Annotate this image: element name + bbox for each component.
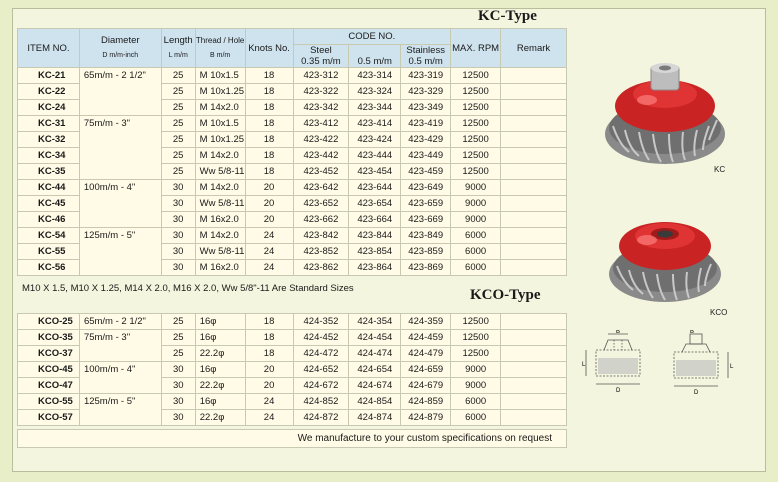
diagram-label-b-right: B bbox=[690, 330, 695, 335]
thread-cell: M 14x2.0 bbox=[195, 100, 245, 116]
max-rpm-cell: 12500 bbox=[451, 100, 501, 116]
knots-cell: 18 bbox=[245, 116, 293, 132]
knots-cell: 20 bbox=[245, 180, 293, 196]
stainless-code-cell: 423-849 bbox=[401, 228, 451, 244]
diameter-cell: 100m/m - 4" bbox=[79, 362, 161, 394]
max-rpm-cell: 12500 bbox=[451, 84, 501, 100]
stainless-code-cell: 424-879 bbox=[401, 410, 451, 426]
length-cell: 30 bbox=[161, 212, 195, 228]
knots-cell: 18 bbox=[245, 346, 293, 362]
item-no-cell: KC-55 bbox=[18, 244, 80, 260]
knots-cell: 20 bbox=[245, 362, 293, 378]
item-no-cell: KCO-57 bbox=[18, 410, 80, 426]
knots-cell: 18 bbox=[245, 100, 293, 116]
mid-code-cell: 423-854 bbox=[349, 244, 401, 260]
steel-code-cell: 423-442 bbox=[293, 148, 349, 164]
thread-cell: M 10x1.5 bbox=[195, 116, 245, 132]
item-no-cell: KCO-37 bbox=[18, 346, 80, 362]
stainless-code-cell: 424-659 bbox=[401, 362, 451, 378]
steel-code-cell: 424-672 bbox=[293, 378, 349, 394]
stainless-code-cell: 423-319 bbox=[401, 68, 451, 84]
item-no-cell: KC-32 bbox=[18, 132, 80, 148]
item-no-cell: KC-46 bbox=[18, 212, 80, 228]
stainless-code-cell: 423-459 bbox=[401, 164, 451, 180]
length-cell: 25 bbox=[161, 330, 195, 346]
max-rpm-cell: 12500 bbox=[451, 116, 501, 132]
diameter-cell: 65m/m - 2 1/2" bbox=[79, 314, 161, 330]
knots-cell: 18 bbox=[245, 148, 293, 164]
steel-code-cell: 423-852 bbox=[293, 244, 349, 260]
remark-cell bbox=[501, 68, 567, 84]
custom-spec-footer: We manufacture to your custom specifications on request bbox=[17, 429, 567, 448]
table-row bbox=[18, 180, 567, 196]
mid-code-cell: 424-874 bbox=[349, 410, 401, 426]
max-rpm-cell: 12500 bbox=[451, 330, 501, 346]
kc-spec-table bbox=[17, 28, 567, 276]
item-no-cell: KC-45 bbox=[18, 196, 80, 212]
steel-code-cell: 424-652 bbox=[293, 362, 349, 378]
stainless-code-cell: 423-449 bbox=[401, 148, 451, 164]
mid-code-cell: 423-644 bbox=[349, 180, 401, 196]
mid-code-cell: 424-354 bbox=[349, 314, 401, 330]
remark-cell bbox=[501, 132, 567, 148]
mid-code-cell: 423-444 bbox=[349, 148, 401, 164]
kc-photo-label: KC bbox=[714, 165, 726, 174]
knots-cell: 18 bbox=[245, 68, 293, 84]
max-rpm-cell: 6000 bbox=[451, 228, 501, 244]
max-rpm-cell: 6000 bbox=[451, 394, 501, 410]
diagram-label-d-left: D bbox=[616, 388, 621, 394]
mid-code-cell: 423-344 bbox=[349, 100, 401, 116]
steel-code-cell: 423-652 bbox=[293, 196, 349, 212]
knots-cell: 24 bbox=[245, 244, 293, 260]
length-cell: 30 bbox=[161, 394, 195, 410]
knots-cell: 18 bbox=[245, 84, 293, 100]
item-no-cell: KC-34 bbox=[18, 148, 80, 164]
diagram-label-l-right: L bbox=[730, 364, 734, 370]
remark-cell bbox=[501, 180, 567, 196]
knots-cell: 20 bbox=[245, 378, 293, 394]
max-rpm-cell: 12500 bbox=[451, 148, 501, 164]
knots-cell: 18 bbox=[245, 164, 293, 180]
knots-cell: 18 bbox=[245, 132, 293, 148]
item-no-cell: KC-22 bbox=[18, 84, 80, 100]
stainless-code-cell: 423-869 bbox=[401, 260, 451, 276]
item-no-cell: KC-35 bbox=[18, 164, 80, 180]
thread-cell: 22.2φ bbox=[195, 346, 245, 362]
thread-cell: M 10x1.25 bbox=[195, 132, 245, 148]
max-rpm-cell: 12500 bbox=[451, 314, 501, 330]
mid-code-cell: 423-664 bbox=[349, 212, 401, 228]
length-cell: 25 bbox=[161, 100, 195, 116]
remark-cell bbox=[501, 260, 567, 276]
thread-cell: Ww 5/8-11 bbox=[195, 164, 245, 180]
length-cell: 25 bbox=[161, 314, 195, 330]
length-cell: 30 bbox=[161, 196, 195, 212]
length-cell: 30 bbox=[161, 260, 195, 276]
max-rpm-cell: 12500 bbox=[451, 346, 501, 362]
thread-cell: M 10x1.25 bbox=[195, 84, 245, 100]
thread-cell: 16φ bbox=[195, 314, 245, 330]
mid-code-cell: 424-854 bbox=[349, 394, 401, 410]
max-rpm-cell: 9000 bbox=[451, 378, 501, 394]
stainless-code-cell: 423-669 bbox=[401, 212, 451, 228]
header-remark: Remark bbox=[501, 29, 567, 68]
max-rpm-cell: 6000 bbox=[451, 244, 501, 260]
diagram-label-d-right: D bbox=[694, 390, 699, 396]
remark-cell bbox=[501, 212, 567, 228]
mid-code-cell: 424-654 bbox=[349, 362, 401, 378]
max-rpm-cell: 12500 bbox=[451, 164, 501, 180]
steel-code-cell: 423-312 bbox=[293, 68, 349, 84]
remark-cell bbox=[501, 362, 567, 378]
max-rpm-cell: 6000 bbox=[451, 410, 501, 426]
knots-cell: 20 bbox=[245, 196, 293, 212]
item-no-cell: KC-31 bbox=[18, 116, 80, 132]
item-no-cell: KC-21 bbox=[18, 68, 80, 84]
thread-cell: M 14x2.0 bbox=[195, 228, 245, 244]
steel-code-cell: 423-342 bbox=[293, 100, 349, 116]
max-rpm-cell: 12500 bbox=[451, 68, 501, 84]
table-row bbox=[18, 314, 567, 330]
table-row bbox=[18, 116, 567, 132]
length-cell: 25 bbox=[161, 132, 195, 148]
table-row bbox=[18, 362, 567, 378]
thread-cell: Ww 5/8-11 bbox=[195, 244, 245, 260]
thread-cell: 22.2φ bbox=[195, 410, 245, 426]
steel-code-cell: 424-352 bbox=[293, 314, 349, 330]
length-cell: 30 bbox=[161, 410, 195, 426]
header-thread: Thread / Hole B m/m bbox=[195, 29, 245, 68]
item-no-cell: KCO-25 bbox=[18, 314, 80, 330]
thread-cell: M 14x2.0 bbox=[195, 148, 245, 164]
standard-sizes-note: M10 X 1.5, M10 X 1.25, M14 X 2.0, M16 X 2.0, Ww 5/8"-11 Are Standard Sizes bbox=[22, 283, 354, 294]
thread-cell: M 10x1.5 bbox=[195, 68, 245, 84]
steel-code-cell: 423-862 bbox=[293, 260, 349, 276]
knots-cell: 24 bbox=[245, 410, 293, 426]
header-steel: Steel 0.35 m/m bbox=[293, 45, 349, 68]
steel-code-cell: 423-642 bbox=[293, 180, 349, 196]
diameter-cell: 65m/m - 2 1/2" bbox=[79, 68, 161, 116]
diameter-cell: 100m/m - 4" bbox=[79, 180, 161, 228]
item-no-cell: KCO-47 bbox=[18, 378, 80, 394]
header-mid: 0.5 m/m bbox=[349, 45, 401, 68]
stainless-code-cell: 424-479 bbox=[401, 346, 451, 362]
mid-code-cell: 424-674 bbox=[349, 378, 401, 394]
length-cell: 25 bbox=[161, 148, 195, 164]
mid-code-cell: 424-454 bbox=[349, 330, 401, 346]
knots-cell: 18 bbox=[245, 314, 293, 330]
stainless-code-cell: 424-679 bbox=[401, 378, 451, 394]
remark-cell bbox=[501, 100, 567, 116]
kco-type-title: KCO-Type bbox=[470, 287, 541, 303]
thread-cell: Ww 5/8-11 bbox=[195, 196, 245, 212]
length-cell: 25 bbox=[161, 164, 195, 180]
mid-code-cell: 423-864 bbox=[349, 260, 401, 276]
thread-cell: 22.2φ bbox=[195, 378, 245, 394]
table-row bbox=[18, 394, 567, 410]
kc-type-title: KC-Type bbox=[478, 8, 537, 24]
kc-table-body bbox=[18, 68, 567, 276]
mid-code-cell: 423-424 bbox=[349, 132, 401, 148]
max-rpm-cell: 9000 bbox=[451, 362, 501, 378]
header-stainless: Stainless 0.5 m/m bbox=[401, 45, 451, 68]
mid-code-cell: 423-324 bbox=[349, 84, 401, 100]
remark-cell bbox=[501, 228, 567, 244]
kco-spec-table bbox=[17, 313, 567, 426]
steel-code-cell: 424-472 bbox=[293, 346, 349, 362]
mid-code-cell: 423-844 bbox=[349, 228, 401, 244]
mid-code-cell: 423-414 bbox=[349, 116, 401, 132]
item-no-cell: KCO-35 bbox=[18, 330, 80, 346]
knots-cell: 24 bbox=[245, 260, 293, 276]
item-no-cell: KCO-55 bbox=[18, 394, 80, 410]
steel-code-cell: 423-452 bbox=[293, 164, 349, 180]
max-rpm-cell: 9000 bbox=[451, 180, 501, 196]
remark-cell bbox=[501, 148, 567, 164]
stainless-code-cell: 423-649 bbox=[401, 180, 451, 196]
stainless-code-cell: 423-329 bbox=[401, 84, 451, 100]
steel-code-cell: 424-872 bbox=[293, 410, 349, 426]
remark-cell bbox=[501, 84, 567, 100]
thread-cell: M 16x2.0 bbox=[195, 260, 245, 276]
steel-code-cell: 423-412 bbox=[293, 116, 349, 132]
steel-code-cell: 423-662 bbox=[293, 212, 349, 228]
kco-table-body bbox=[18, 314, 567, 426]
mid-code-cell: 423-314 bbox=[349, 68, 401, 84]
knots-cell: 24 bbox=[245, 228, 293, 244]
steel-code-cell: 424-452 bbox=[293, 330, 349, 346]
length-cell: 30 bbox=[161, 378, 195, 394]
length-cell: 25 bbox=[161, 84, 195, 100]
length-cell: 30 bbox=[161, 228, 195, 244]
table-row bbox=[18, 330, 567, 346]
steel-code-cell: 423-842 bbox=[293, 228, 349, 244]
header-item-no: ITEM NO. bbox=[18, 29, 80, 68]
steel-code-cell: 424-852 bbox=[293, 394, 349, 410]
thread-cell: 16φ bbox=[195, 362, 245, 378]
remark-cell bbox=[501, 196, 567, 212]
knots-cell: 20 bbox=[245, 212, 293, 228]
header-code-no: CODE NO. bbox=[293, 29, 451, 45]
header-knots: Knots No. bbox=[245, 29, 293, 68]
mid-code-cell: 423-654 bbox=[349, 196, 401, 212]
diagram-label-b-left: B bbox=[616, 330, 621, 335]
length-cell: 30 bbox=[161, 180, 195, 196]
stainless-code-cell: 423-659 bbox=[401, 196, 451, 212]
stainless-code-cell: 424-359 bbox=[401, 314, 451, 330]
remark-cell bbox=[501, 164, 567, 180]
knots-cell: 18 bbox=[245, 330, 293, 346]
header-diameter: Diameter D m/m-inch bbox=[79, 29, 161, 68]
stainless-code-cell: 423-419 bbox=[401, 116, 451, 132]
item-no-cell: KC-24 bbox=[18, 100, 80, 116]
stainless-code-cell: 424-459 bbox=[401, 330, 451, 346]
thread-cell: M 14x2.0 bbox=[195, 180, 245, 196]
length-cell: 25 bbox=[161, 68, 195, 84]
max-rpm-cell: 12500 bbox=[451, 132, 501, 148]
diameter-cell: 125m/m - 5" bbox=[79, 228, 161, 276]
diameter-cell: 125m/m - 5" bbox=[79, 394, 161, 426]
stainless-code-cell: 423-349 bbox=[401, 100, 451, 116]
remark-cell bbox=[501, 346, 567, 362]
item-no-cell: KC-44 bbox=[18, 180, 80, 196]
stainless-code-cell: 424-859 bbox=[401, 394, 451, 410]
remark-cell bbox=[501, 330, 567, 346]
thread-cell: 16φ bbox=[195, 330, 245, 346]
thread-cell: M 16x2.0 bbox=[195, 212, 245, 228]
diameter-cell: 75m/m - 3" bbox=[79, 330, 161, 362]
table-row bbox=[18, 68, 567, 84]
dimension-diagrams bbox=[582, 330, 742, 400]
stainless-code-cell: 423-429 bbox=[401, 132, 451, 148]
remark-cell bbox=[501, 378, 567, 394]
item-no-cell: KC-56 bbox=[18, 260, 80, 276]
remark-cell bbox=[501, 244, 567, 260]
header-max-rpm: MAX. RPM bbox=[451, 29, 501, 68]
stainless-code-cell: 423-859 bbox=[401, 244, 451, 260]
remark-cell bbox=[501, 314, 567, 330]
diameter-cell: 75m/m - 3" bbox=[79, 116, 161, 180]
mid-code-cell: 423-454 bbox=[349, 164, 401, 180]
max-rpm-cell: 9000 bbox=[451, 196, 501, 212]
max-rpm-cell: 9000 bbox=[451, 212, 501, 228]
table-row bbox=[18, 228, 567, 244]
steel-code-cell: 423-422 bbox=[293, 132, 349, 148]
header-length: Length L m/m bbox=[161, 29, 195, 68]
length-cell: 30 bbox=[161, 244, 195, 260]
remark-cell bbox=[501, 394, 567, 410]
length-cell: 30 bbox=[161, 362, 195, 378]
max-rpm-cell: 6000 bbox=[451, 260, 501, 276]
item-no-cell: KCO-45 bbox=[18, 362, 80, 378]
kco-photo-label: KCO bbox=[710, 308, 728, 317]
mid-code-cell: 424-474 bbox=[349, 346, 401, 362]
thread-cell: 16φ bbox=[195, 394, 245, 410]
item-no-cell: KC-54 bbox=[18, 228, 80, 244]
diagram-label-l-left: L bbox=[582, 362, 586, 368]
remark-cell bbox=[501, 410, 567, 426]
remark-cell bbox=[501, 116, 567, 132]
steel-code-cell: 423-322 bbox=[293, 84, 349, 100]
length-cell: 25 bbox=[161, 346, 195, 362]
knots-cell: 24 bbox=[245, 394, 293, 410]
length-cell: 25 bbox=[161, 116, 195, 132]
